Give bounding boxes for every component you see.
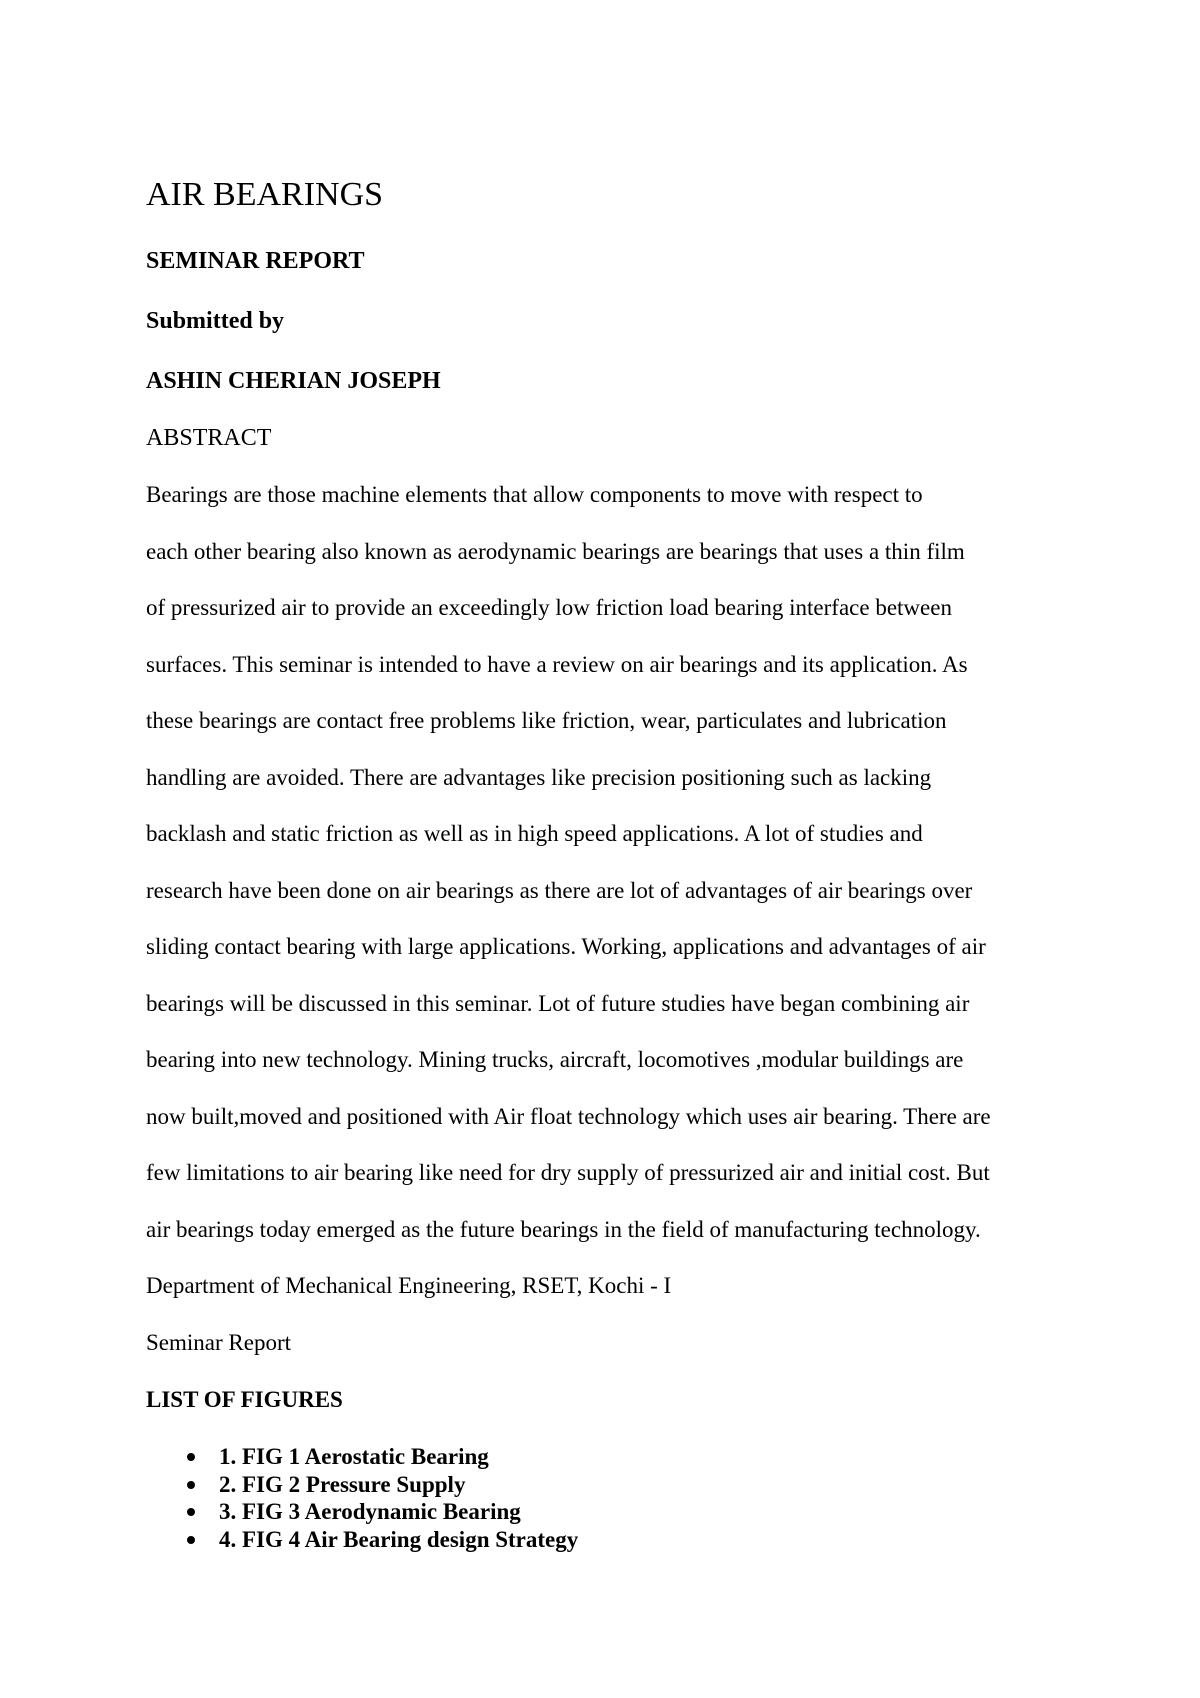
abstract-line: bearings will be discussed in this seminar. Lot of future studies have began combining air — [146, 990, 970, 1016]
figure-label: 4. FIG 4 Air Bearing design Strategy — [219, 1527, 579, 1553]
bullet-icon — [187, 1536, 195, 1544]
document-title: AIR BEARINGS — [146, 176, 384, 213]
figure-list — [146, 1443, 578, 1554]
abstract-line: few limitations to air bearing like need for dry supply of pressurized air and initial cost. But — [146, 1160, 990, 1185]
figure-label: 1. FIG 1 Aerostatic Bearing — [219, 1444, 489, 1469]
figure-list-item — [146, 1498, 578, 1526]
bullet-icon — [187, 1481, 195, 1489]
figure-list-item — [146, 1526, 578, 1554]
abstract-heading: ABSTRACT — [146, 425, 272, 451]
bullet-icon — [187, 1453, 195, 1461]
abstract-line: of pressurized air to provide an exceedingly low friction load bearing interface between — [146, 595, 952, 620]
abstract-line: these bearings are contact free problems like friction, wear, particulates and lubrication — [146, 708, 947, 733]
abstract-line: handling are avoided. There are advantages like precision positioning such as lacking — [146, 764, 932, 790]
bullet-icon — [187, 1508, 195, 1516]
submitted-by-label: Submitted by — [146, 308, 285, 334]
figure-list-item — [146, 1471, 578, 1499]
abstract-line: air bearings today emerged as the future bearings in the field of manufacturing technology. — [146, 1216, 981, 1242]
figure-list-item — [146, 1443, 578, 1471]
abstract-line: bearing into new technology. Mining trucks, aircraft, locomotives ,modular buildings are — [146, 1047, 964, 1072]
abstract-line: Bearings are those machine elements that allow components to move with respect to — [146, 482, 923, 507]
author-name: ASHIN CHERIAN JOSEPH — [146, 368, 441, 394]
department-line: Department of Mechanical Engineering, RSET, Kochi - I — [146, 1273, 672, 1298]
figure-label: 3. FIG 3 Aerodynamic Bearing — [219, 1499, 521, 1525]
abstract-line: backlash and static friction as well as in high speed applications. A lot of studies and — [146, 821, 923, 846]
figure-label: 2. FIG 2 Pressure Supply — [219, 1471, 466, 1497]
abstract-line: research have been done on air bearings as there are lot of advantages of air bearings over — [146, 877, 973, 903]
abstract-line: sliding contact bearing with large applications. Working, applications and advantages of air — [146, 934, 986, 959]
list-of-figures-heading: LIST OF FIGURES — [146, 1387, 343, 1412]
abstract-body — [146, 480, 991, 1271]
document-subtitle: SEMINAR REPORT — [146, 248, 365, 274]
abstract-line: each other bearing also known as aerodynamic bearings are bearings that uses a thin film — [146, 538, 965, 564]
abstract-line: now built,moved and positioned with Air float technology which uses air bearing. There are — [146, 1103, 991, 1129]
abstract-line: surfaces. This seminar is intended to have a review on air bearings and its application. As — [146, 651, 968, 677]
report-label: Seminar Report — [146, 1330, 291, 1355]
